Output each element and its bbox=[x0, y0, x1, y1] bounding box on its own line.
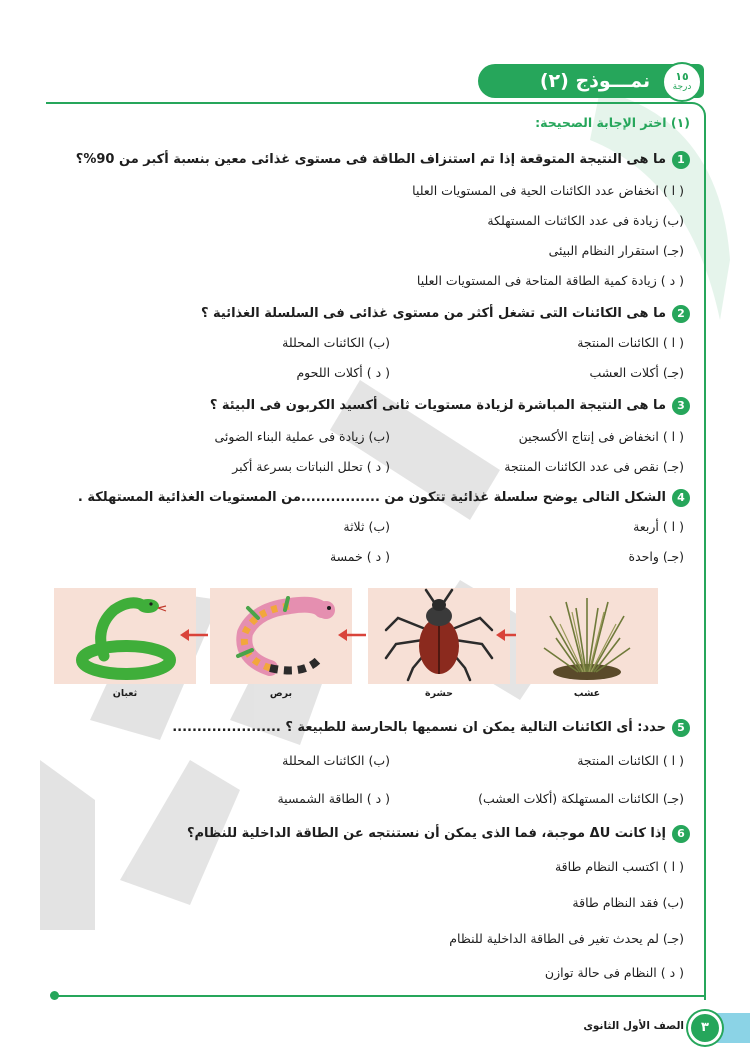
snake-panel bbox=[54, 588, 196, 684]
q6-option-b[interactable]: (ب) فقد النظام طاقة bbox=[572, 895, 684, 910]
badge-label: درجة bbox=[672, 82, 692, 92]
beetle-panel bbox=[368, 588, 510, 684]
q4-option-b[interactable]: (ب) ثلاثة bbox=[343, 519, 390, 534]
q6-option-c[interactable]: (جـ) لم يحدث تغير فى الطاقة الداخلية للنظام bbox=[449, 931, 684, 946]
chain-label-snake: ثعبان bbox=[112, 688, 138, 699]
q6-option-a[interactable]: ( ا ) اكتسب النظام طاقة bbox=[554, 859, 684, 874]
q1-option-c[interactable]: (جـ) استقرار النظام البيئى bbox=[548, 243, 684, 258]
question-text: ما هى الكائنات التى تشغل أكثر من مستوى غذائى فى السلسلة الغذائية ؟ bbox=[200, 306, 666, 321]
q4-option-d[interactable]: ( د ) خمسة bbox=[329, 549, 390, 564]
q5-option-d[interactable]: ( د ) الطاقة الشمسية bbox=[277, 791, 390, 806]
q3-option-d[interactable]: ( د ) تحلل النباتات بسرعة أكبر bbox=[232, 459, 390, 474]
question-number: 2 bbox=[672, 305, 690, 323]
question-number: 3 bbox=[672, 397, 690, 415]
question-number: 6 bbox=[672, 825, 690, 843]
q1-option-a[interactable]: ( ا ) انخفاض عدد الكائنات الحية فى المستويات العليا bbox=[412, 183, 684, 198]
question-text: ما هى النتيجة المباشرة لزيادة مستويات ثانى أكسيد الكربون فى البيئة ؟ bbox=[209, 398, 666, 413]
section-title: (١) اختر الإجابة الصحيحة: bbox=[535, 115, 690, 130]
question-3 bbox=[60, 396, 690, 416]
q4-option-a[interactable]: ( ا ) أربعة bbox=[633, 519, 684, 534]
grass-image bbox=[516, 588, 658, 684]
question-text: حدد: أى الكائنات التالية يمكن ان نسميها بالحارسة للطبيعة ؟ ...................... bbox=[172, 720, 666, 735]
question-number: 1 bbox=[672, 151, 690, 169]
chain-label-grass: عشب bbox=[573, 688, 601, 699]
q2-option-b[interactable]: (ب) الكائنات المحللة bbox=[282, 335, 390, 350]
page-number: ٣ bbox=[688, 1011, 722, 1045]
question-6 bbox=[60, 824, 690, 844]
question-text: ما هى النتيجة المتوقعة إذا تم استنزاف الطاقة فى مستوى غذائى معين بنسبة أكبر من 90%؟ bbox=[75, 152, 666, 167]
q3-option-a[interactable]: ( ا ) انخفاض فى إنتاج الأكسجين bbox=[518, 429, 684, 444]
beetle-image bbox=[368, 588, 510, 684]
frame-divider bbox=[58, 995, 704, 997]
q5-option-c[interactable]: (جـ) الكائنات المستهلكة (أكلات العشب) bbox=[478, 791, 684, 806]
q1-option-b[interactable]: (ب) زيادة فى عدد الكائنات المستهلكة bbox=[487, 213, 684, 228]
q2-option-a[interactable]: ( ا ) الكائنات المنتجة bbox=[577, 335, 684, 350]
arrow-left-icon bbox=[180, 628, 210, 642]
chain-label-insect: حشرة bbox=[424, 688, 454, 699]
chain-label-gecko: برص bbox=[269, 688, 293, 699]
grade-label: الصف الأول الثانوى bbox=[583, 1020, 684, 1032]
food-chain-figure bbox=[54, 588, 658, 698]
gecko-panel bbox=[210, 588, 352, 684]
question-text: الشكل التالى يوضح سلسلة غذائية تتكون من ................من المستويات الغذائية المستهلكة . bbox=[77, 490, 666, 505]
q3-option-c[interactable]: (جـ) نقص فى عدد الكائنات المنتجة bbox=[504, 459, 684, 474]
arrow-left-icon bbox=[338, 628, 368, 642]
snake-image bbox=[54, 588, 196, 684]
question-5 bbox=[60, 718, 690, 738]
badge-number: ١٥ bbox=[675, 70, 689, 83]
question-2 bbox=[60, 304, 690, 324]
question-4 bbox=[60, 488, 690, 508]
q1-option-d[interactable]: ( د ) زيادة كمية الطاقة المتاحة فى المستويات العليا bbox=[416, 273, 684, 288]
page-title: نمـــوذج (٢) bbox=[539, 70, 651, 92]
frame-dot bbox=[50, 991, 59, 1000]
score-badge bbox=[662, 62, 702, 102]
q4-option-c[interactable]: (جـ) واحدة bbox=[628, 549, 684, 564]
q5-option-a[interactable]: ( ا ) الكائنات المنتجة bbox=[577, 753, 684, 768]
grass-panel bbox=[516, 588, 658, 684]
question-1 bbox=[60, 150, 690, 170]
q6-option-d[interactable]: ( د ) النظام فى حالة توازن bbox=[544, 965, 684, 980]
question-number: 4 bbox=[672, 489, 690, 507]
question-text: إذا كانت ΔU موجبة، فما الذى يمكن أن نستنتجه عن الطاقة الداخلية للنظام؟ bbox=[186, 826, 666, 841]
q5-option-b[interactable]: (ب) الكائنات المحللة bbox=[282, 753, 390, 768]
gecko-image bbox=[210, 588, 352, 684]
q3-option-b[interactable]: (ب) زيادة فى عملية البناء الضوئى bbox=[214, 429, 390, 444]
q2-option-c[interactable]: (جـ) أكلات العشب bbox=[589, 365, 684, 380]
q2-option-d[interactable]: ( د ) أكلات اللحوم bbox=[296, 365, 390, 380]
question-number: 5 bbox=[672, 719, 690, 737]
